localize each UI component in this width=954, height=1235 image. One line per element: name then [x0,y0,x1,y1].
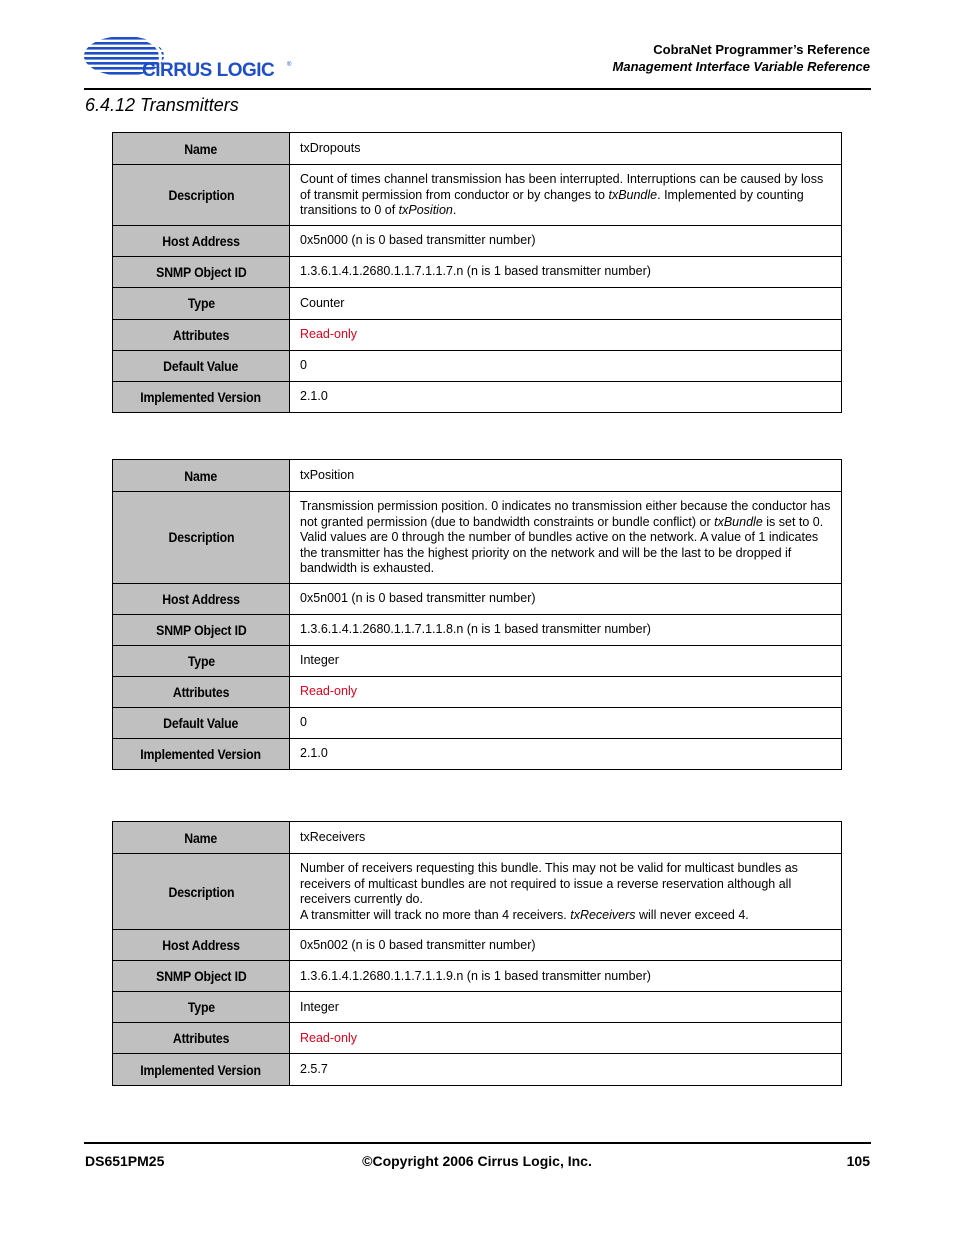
implemented-version-value: 2.1.0 [290,738,842,769]
table-row [113,350,842,381]
row-label: Description [113,165,290,226]
snmp-object-id-value: 1.3.6.1.4.1.2680.1.1.7.1.1.8.n (n is 1 based transmitter number) [290,614,842,645]
table-row [113,381,842,412]
row-label: Name [113,822,290,854]
attributes-value: Read-only [290,1023,842,1054]
table-row [113,319,842,350]
type-value: Counter [290,287,842,319]
logo-mark [84,34,299,84]
row-label: SNMP Object ID [113,256,290,287]
name-value: txPosition [290,460,842,492]
row-label: Type [113,645,290,676]
cirrus-logic-logo [84,34,299,84]
table-row [113,1054,842,1086]
table-row [113,645,842,676]
description-value: Count of times channel transmission has been interrupted. Interruptions can be caused by loss of transmit permission from conductor or by changes to txBundle. Implemented by counting transitions to 0 of txPosition. [290,165,842,226]
row-label: Attributes [113,319,290,350]
table-row [113,822,842,854]
table-row [113,961,842,992]
footer-doc-id: DS651PM25 [85,1153,165,1169]
row-label: Description [113,492,290,584]
section-title: 6.4.12 Transmitters [85,95,239,115]
row-label: SNMP Object ID [113,614,290,645]
row-label: Attributes [113,676,290,707]
row-label: Host Address [113,583,290,614]
attributes-value: Read-only [290,676,842,707]
table-row [113,707,842,738]
table-row [113,460,842,492]
snmp-object-id-value: 1.3.6.1.4.1.2680.1.1.7.1.1.7.n (n is 1 based transmitter number) [290,256,842,287]
row-label: Implemented Version [113,381,290,412]
row-label: Type [113,287,290,319]
table-row [113,930,842,961]
row-label: Type [113,992,290,1023]
row-label: Implemented Version [113,738,290,769]
host-address-value: 0x5n001 (n is 0 based transmitter number) [290,583,842,614]
snmp-object-id-value: 1.3.6.1.4.1.2680.1.1.7.1.1.9.n (n is 1 based transmitter number) [290,961,842,992]
variable-table-txdropouts [112,132,842,413]
table-row [113,854,842,930]
logo-wordmark: CIRRUS LOGIC [142,60,275,81]
row-label: Attributes [113,1023,290,1054]
table-row [113,992,842,1023]
row-label: Name [113,133,290,165]
implemented-version-value: 2.5.7 [290,1054,842,1086]
table-row [113,165,842,226]
name-value: txDropouts [290,133,842,165]
type-value: Integer [290,992,842,1023]
default-value-value: 0 [290,707,842,738]
table-row [113,133,842,165]
row-label: Implemented Version [113,1054,290,1086]
row-label: Default Value [113,707,290,738]
table-row [113,256,842,287]
name-value: txReceivers [290,822,842,854]
description-value: Number of receivers requesting this bundle. This may not be valid for multicast bundles as receivers of multicast bundles are not required to issue a reverse reservation although all receivers currently do. A transmitter will track no more than 4 receivers. txReceivers will never exceed 4. [290,854,842,930]
svg-text:®: ® [287,62,292,68]
row-label: Host Address [113,930,290,961]
header-rule [84,88,871,90]
row-label: Description [113,854,290,930]
header-title: CobraNet Programmer’s Reference [653,42,870,57]
attributes-value: Read-only [290,319,842,350]
type-value: Integer [290,645,842,676]
footer-copyright: ©Copyright 2006 Cirrus Logic, Inc. [362,1153,592,1169]
footer-rule [84,1142,871,1144]
table-row [113,225,842,256]
row-label: Name [113,460,290,492]
table-row [113,1023,842,1054]
table-row [113,492,842,584]
default-value-value: 0 [290,350,842,381]
host-address-value: 0x5n000 (n is 0 based transmitter number) [290,225,842,256]
header-subtitle: Management Interface Variable Reference [612,59,870,74]
table-row [113,614,842,645]
description-value: Transmission permission position. 0 indicates no transmission either because the conductor has not granted permission (due to bandwidth constraints or bundle conflict) or txBundle is set to 0. Valid values are 0 through the number of bundles active on the network. A value of 1 indicates the transmitter has the highest priority on the network and will be the last to be dropped if bandwidth is exhausted. [290,492,842,584]
footer-page-number: 105 [846,1153,870,1169]
row-label: Host Address [113,225,290,256]
host-address-value: 0x5n002 (n is 0 based transmitter number) [290,930,842,961]
table-row [113,583,842,614]
implemented-version-value: 2.1.0 [290,381,842,412]
row-label: SNMP Object ID [113,961,290,992]
table-row [113,738,842,769]
row-label: Default Value [113,350,290,381]
running-header [613,41,870,75]
table-row [113,676,842,707]
variable-table-txposition [112,459,842,770]
table-row [113,287,842,319]
variable-table-txreceivers [112,821,842,1086]
